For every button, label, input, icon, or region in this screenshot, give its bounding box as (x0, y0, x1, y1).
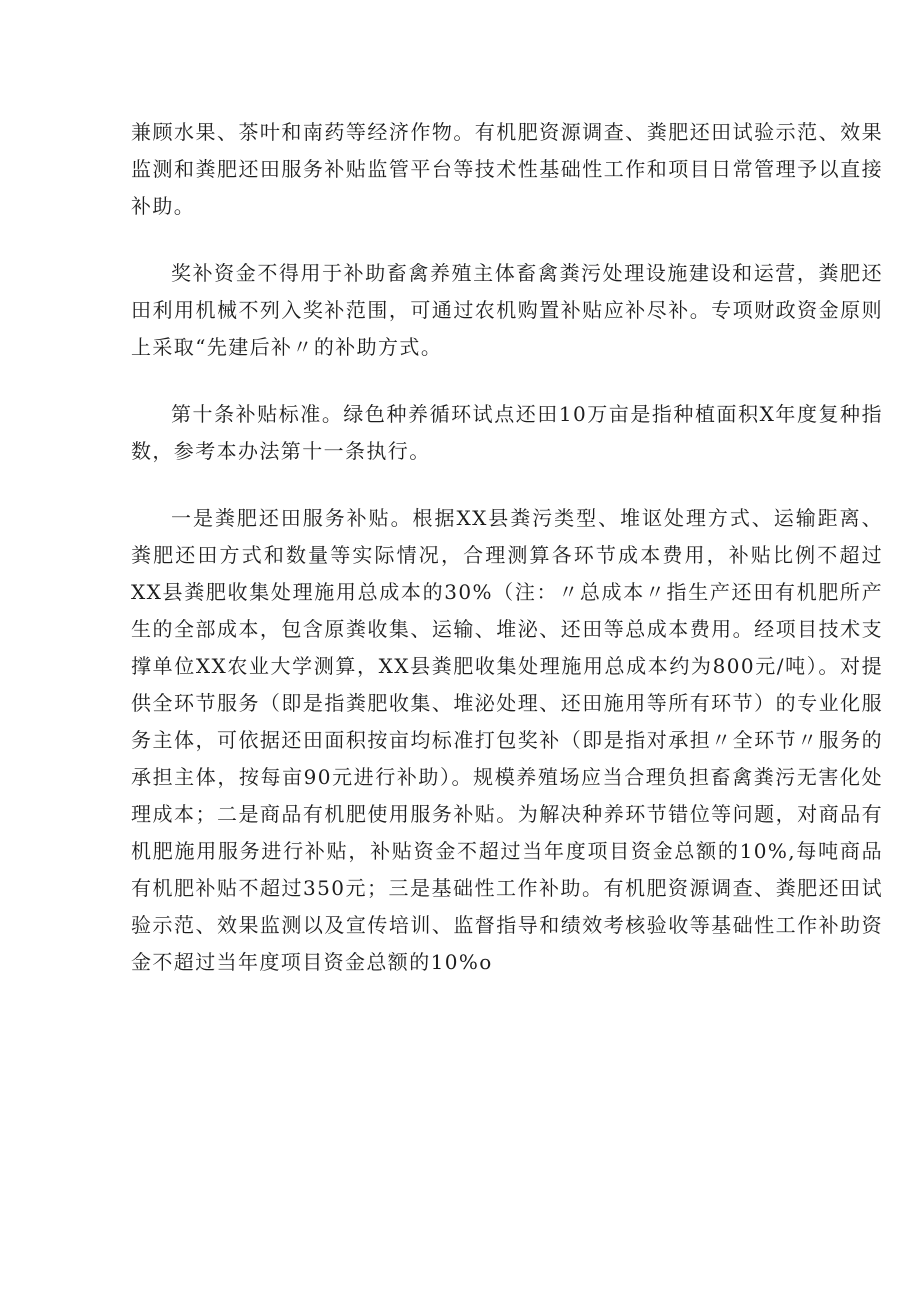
document-body (131, 114, 883, 1011)
paragraph-4: 一是粪肥还田服务补贴。根据XX县粪污类型、堆讴处理方式、运输距离、粪肥还田方式和数量等实际情况，合理测算各环节成本费用，补贴比例不超过XX县粪肥收集处理施用总成本的30%（注：〃总成本〃指生产还田有机肥所产生的全部成本，包含原粪收集、运输、堆泌、还田等总成本费用。经项目技术支撑单位XX农业大学测算，XX县粪肥收集处理施用总成本约为800元/吨）。对提供全环节服务（即是指粪肥收集、堆泌处理、还田施用等所有环节）的专业化服务主体，可依据还田面积按亩均标准打包奖补（即是指对承担〃全环节〃服务的承担主体，按每亩90元进行补助）。规模养殖场应当合理负担畜禽粪污无害化处理成本；二是商品有机肥使用服务补贴。为解决种养环节错位等问题，对商品有机肥施用服务进行补贴，补贴资金不超过当年度项目资金总额的10%,每吨商品有机肥补贴不超过350元；三是基础性工作补助。有机肥资源调查、粪肥还田试验示范、效果监测以及宣传培训、监督指导和绩效考核验收等基础性工作补助资金不超过当年度项目资金总额的10%o (131, 506, 883, 974)
paragraph-1: 兼顾水果、茶叶和南药等经济作物。有机肥资源调查、粪肥还田试验示范、效果监测和粪肥还田服务补贴监管平台等技术性基础性工作和项目日常管理予以直接补助。 (131, 120, 883, 218)
paragraph-2: 奖补资金不得用于补助畜禽养殖主体畜禽粪污处理设施建设和运营，粪肥还田利用机械不列入奖补范围，可通过农机购置补贴应补尽补。专项财政资金原则上采取“先建后补〃的补助方式。 (131, 261, 883, 359)
paragraph-3: 第十条补贴标准。绿色种养循环试点还田10万亩是指种植面积X年度复种指数，参考本办法第十一条执行。 (131, 402, 883, 463)
